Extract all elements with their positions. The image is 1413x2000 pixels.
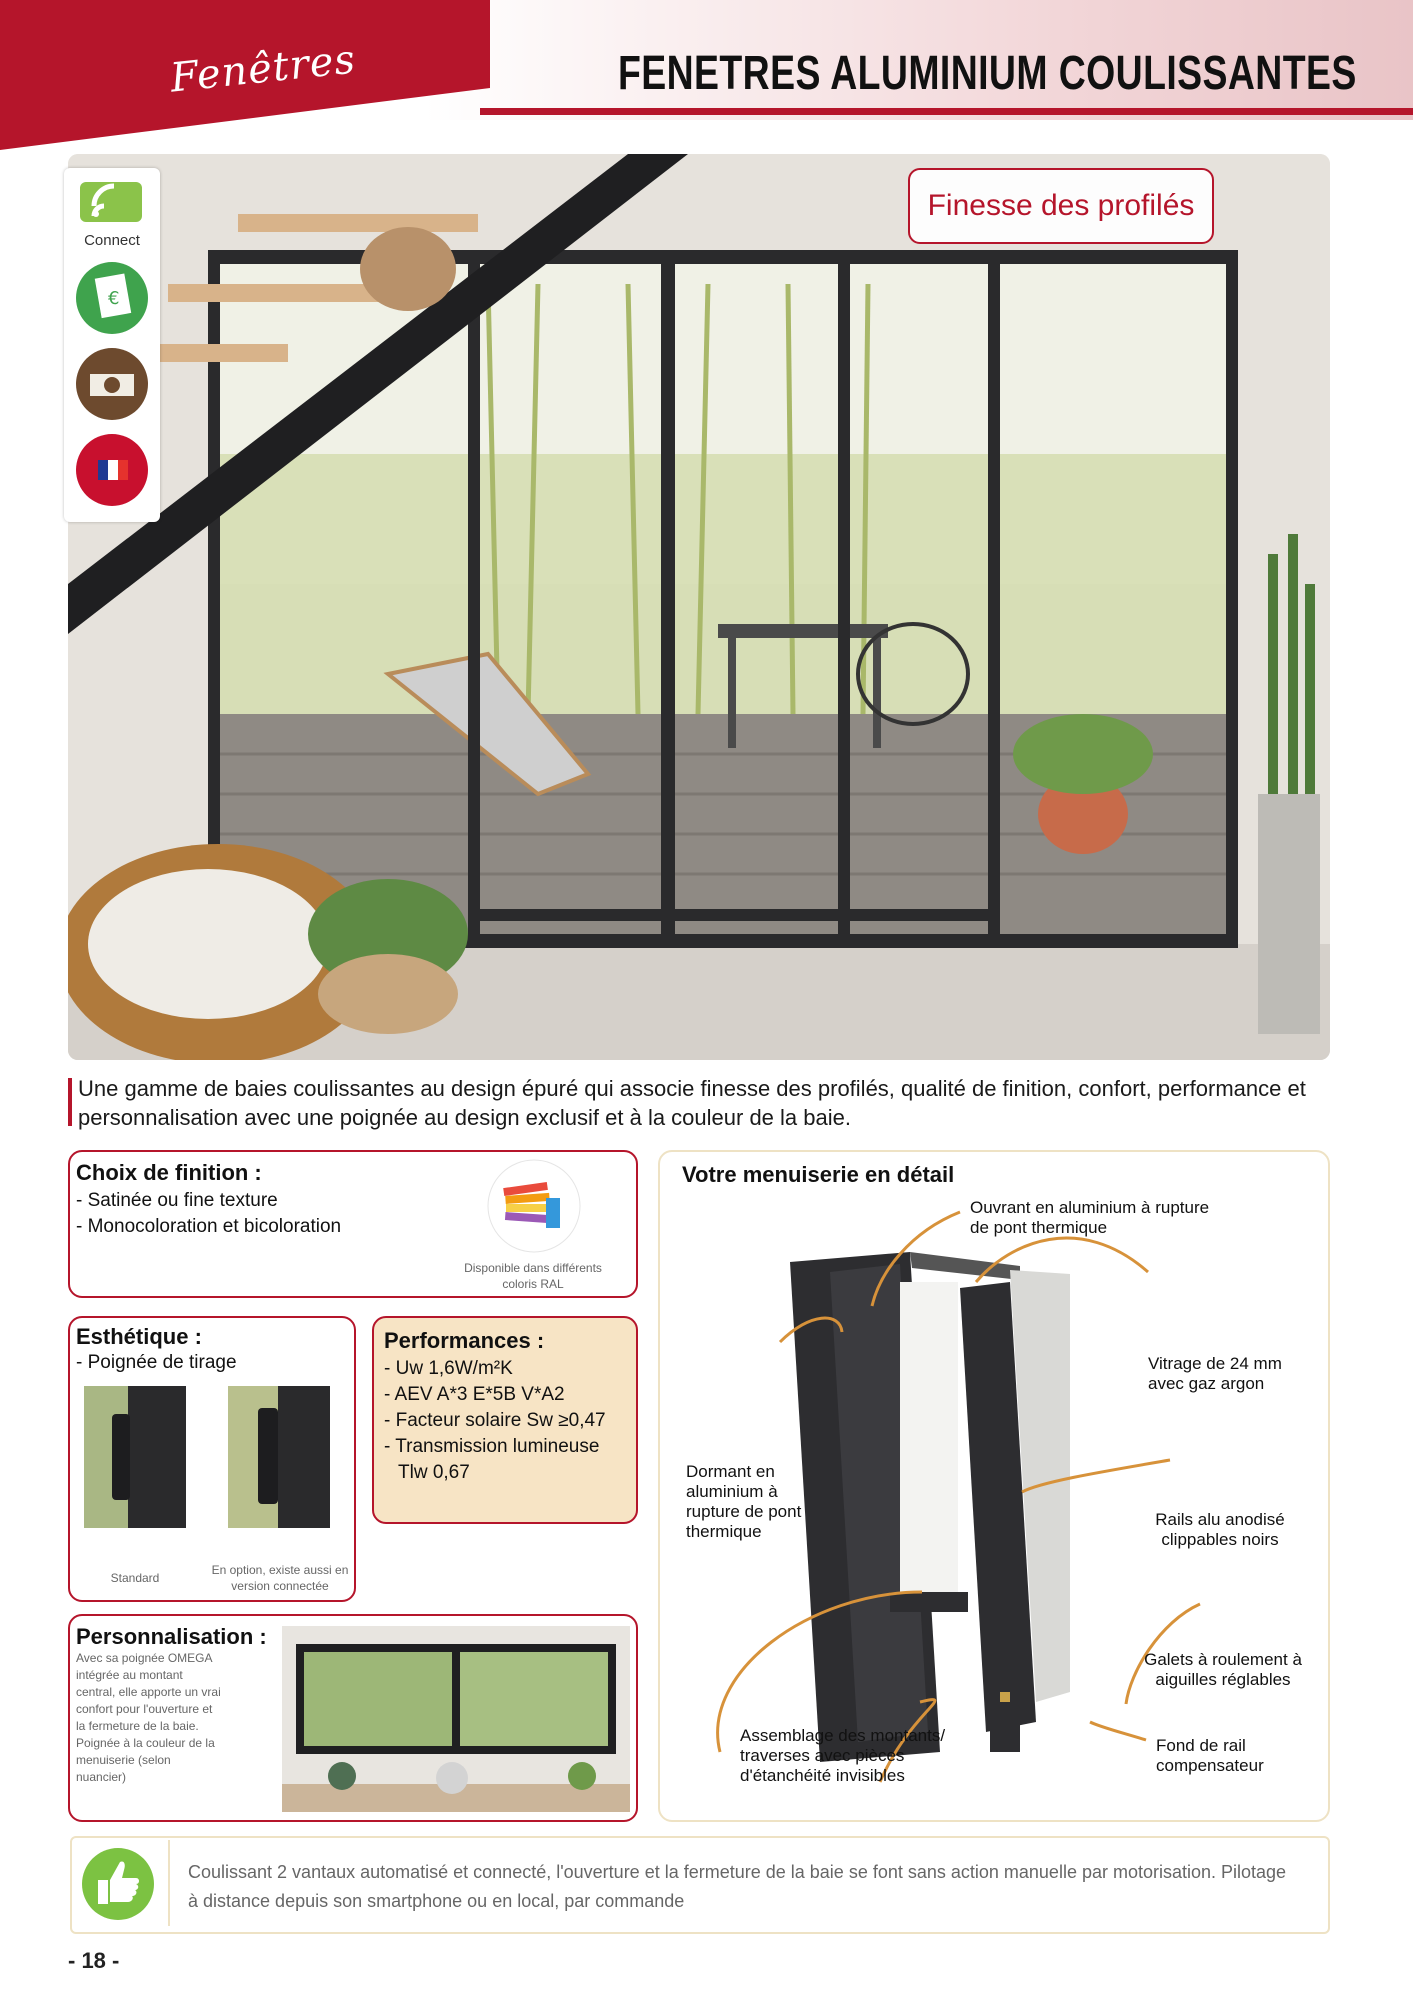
tape-measure-icon bbox=[74, 346, 150, 422]
label-fond-rail: Fond de rail compensateur bbox=[1156, 1736, 1264, 1775]
finish-title: Choix de finition : bbox=[76, 1160, 262, 1185]
profiles-callout: Finesse des profilés bbox=[908, 168, 1214, 244]
performance-title: Performances : bbox=[384, 1328, 545, 1353]
hero-photo bbox=[68, 154, 1330, 1060]
finish-item: - Satinée ou fine texture bbox=[76, 1190, 278, 1211]
tip-text: Coulissant 2 vantaux automatisé et connecté, l'ouverture et la fermeture de la baie se font sans action manuelle par motorisation. Pilotage à distance depuis son smartphone ou en local, par commande bbox=[188, 1862, 1287, 1911]
customization-box bbox=[68, 1614, 638, 1822]
performance-box bbox=[372, 1316, 638, 1524]
detail-title: Votre menuiserie en détail bbox=[682, 1162, 955, 1187]
handle-standard-image bbox=[84, 1386, 186, 1528]
label-ouvrant: Ouvrant en aluminium à rupture de pont thermique bbox=[970, 1198, 1210, 1237]
detail-box bbox=[658, 1150, 1330, 1822]
page-title: FENETRES ALUMINIUM COULISSANTES bbox=[618, 47, 1357, 100]
label-vitrage: Vitrage de 24 mm avec gaz argon bbox=[1148, 1354, 1282, 1393]
performance-item: - Transmission lumineuse bbox=[384, 1436, 600, 1457]
handle-connected-caption: En option, existe aussi en version connectée bbox=[211, 1563, 349, 1593]
header-rule bbox=[480, 108, 1413, 115]
page-number: - 18 - bbox=[68, 1948, 120, 1973]
svg-text:€: € bbox=[108, 288, 120, 309]
performance-item: - Uw 1,6W/m²K bbox=[384, 1358, 513, 1379]
connect-label: Connect bbox=[84, 232, 140, 249]
handle-standard-caption: Standard bbox=[110, 1571, 160, 1585]
french-flag-icon bbox=[74, 432, 150, 508]
aesthetics-item: - Poignée de tirage bbox=[76, 1352, 237, 1373]
intro-text: Une gamme de baies coulissantes au design épuré qui associe finesse des profilés, qualité de finition, confort, performance et personnalisation avec une poignée au design exclusif et à la couleur de la baie. bbox=[78, 1076, 1306, 1130]
performance-item: Tlw 0,67 bbox=[398, 1462, 470, 1483]
customization-title: Personnalisation : bbox=[76, 1624, 267, 1649]
euro-document-icon bbox=[74, 260, 150, 336]
customization-text: Avec sa poignée OMEGA intégrée au montant central, elle apporte un vrai confort pour l'ouverture et la fermeture de la baie. Poignée à la couleur de la menuiserie (selon nuancier) bbox=[76, 1651, 221, 1784]
color-swatch-icon bbox=[486, 1158, 582, 1254]
aesthetics-box bbox=[68, 1316, 356, 1602]
handle-connected-image bbox=[228, 1386, 330, 1528]
finish-caption: Disponible dans différents coloris RAL bbox=[464, 1261, 602, 1291]
customization-photo bbox=[282, 1626, 630, 1812]
finish-box bbox=[68, 1150, 638, 1298]
connect-icon bbox=[76, 180, 146, 238]
feature-badges bbox=[64, 168, 160, 522]
label-assemblage: Assemblage des montants/ traverses avec pièces d'étanchéité invisibles bbox=[740, 1726, 946, 1785]
label-dormant: Dormant en aluminium à rupture de pont thermique bbox=[686, 1462, 802, 1541]
thumbs-up-icon bbox=[80, 1846, 156, 1922]
section-label: Fenêtres bbox=[168, 36, 358, 102]
performance-item: - Facteur solaire Sw ≥0,47 bbox=[384, 1410, 606, 1431]
performance-item: - AEV A*3 E*5B V*A2 bbox=[384, 1384, 565, 1405]
label-galets: Galets à roulement à aiguilles réglables bbox=[1144, 1650, 1302, 1689]
finish-item: - Monocoloration et bicoloration bbox=[76, 1216, 342, 1237]
aesthetics-title: Esthétique : bbox=[76, 1324, 202, 1349]
intro-accent bbox=[68, 1078, 72, 1126]
label-rails: Rails alu anodisé clippables noirs bbox=[1155, 1510, 1285, 1549]
tip-divider bbox=[168, 1840, 170, 1926]
